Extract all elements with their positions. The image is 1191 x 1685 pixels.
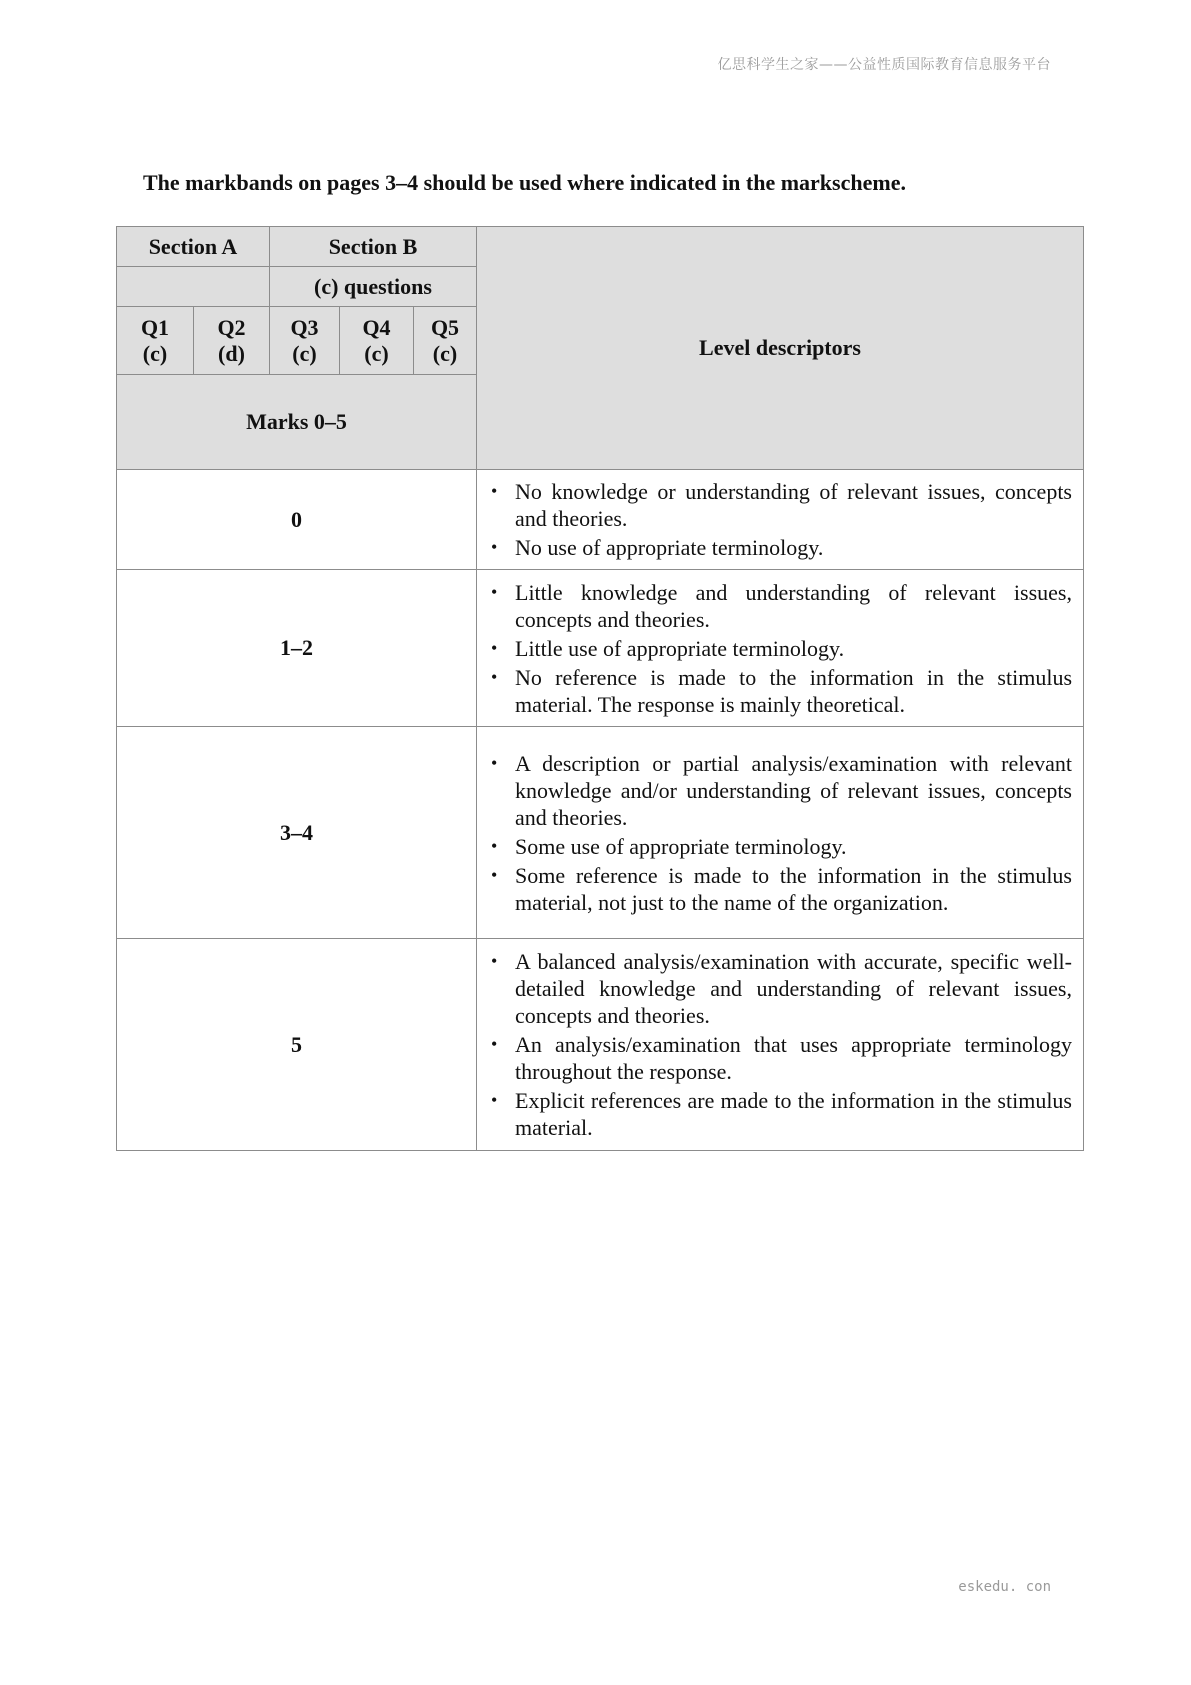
bullet-icon: • bbox=[491, 1090, 498, 1110]
question-q3: Q3 (c) bbox=[270, 307, 340, 375]
list-item: • A description or partial analysis/examination with relevant knowledge and/or understanding of relevant issues, concepts and theories. bbox=[491, 750, 1072, 830]
list-item: • Little knowledge and understanding of relevant issues, concepts and theories. bbox=[491, 579, 1072, 632]
mark-value: 5 bbox=[117, 939, 477, 1151]
section-b-label: Section B bbox=[270, 227, 477, 267]
level-descriptors-header: Level descriptors bbox=[477, 227, 1084, 470]
watermark-top: 亿思科学生之家——公益性质国际教育信息服务平台 bbox=[717, 57, 1051, 73]
bullet-icon: • bbox=[491, 835, 498, 856]
list-item: • An analysis/examination that uses appropriate terminology throughout the response. bbox=[491, 1032, 1072, 1084]
bullet-icon: • bbox=[491, 951, 498, 971]
question-q5: Q5 (c) bbox=[414, 307, 477, 375]
mark-value: 1–2 bbox=[117, 570, 477, 727]
question-q4: Q4 (c) bbox=[340, 307, 414, 375]
list-item: • No use of appropriate terminology. bbox=[491, 535, 824, 560]
intro-text: The markbands on pages 3–4 should be used where indicated in the markscheme. bbox=[143, 170, 906, 195]
bullet-icon: • bbox=[491, 581, 498, 602]
list-item: • A balanced analysis/examination with accurate, specific well-detailed knowledge and understanding of relevant issues, concepts and theories. bbox=[491, 949, 1072, 1028]
c-questions-label: (c) questions bbox=[270, 267, 477, 307]
mark-value: 3–4 bbox=[117, 727, 477, 939]
bullet-icon: • bbox=[491, 637, 498, 658]
descriptor-cell bbox=[477, 727, 1084, 939]
header-row-sections bbox=[117, 227, 1084, 267]
bullet-icon: • bbox=[491, 864, 498, 885]
markband-table bbox=[116, 226, 1084, 1151]
table-row bbox=[117, 727, 1084, 939]
table-row bbox=[117, 470, 1084, 570]
empty-header-cell bbox=[117, 267, 270, 307]
list-item: • Some reference is made to the information in the stimulus material, not just to the name of the organization. bbox=[491, 862, 1072, 915]
bullet-icon: • bbox=[491, 666, 498, 687]
marks-range-label: Marks 0–5 bbox=[117, 375, 477, 470]
question-q1: Q1 (c) bbox=[117, 307, 194, 375]
question-q2: Q2 (d) bbox=[194, 307, 270, 375]
bullet-icon: • bbox=[491, 537, 498, 557]
table-row bbox=[117, 939, 1084, 1151]
list-item: • No reference is made to the information in the stimulus material. The response is mainly theoretical. bbox=[491, 664, 1072, 717]
bullet-icon: • bbox=[491, 1034, 498, 1054]
section-a-label: Section A bbox=[117, 227, 270, 267]
table-row bbox=[117, 570, 1084, 727]
bullet-icon: • bbox=[491, 481, 498, 501]
descriptor-cell bbox=[477, 939, 1084, 1151]
list-item: • Explicit references are made to the information in the stimulus material. bbox=[491, 1088, 1072, 1140]
list-item: • Little use of appropriate terminology. bbox=[491, 635, 845, 661]
bullet-icon: • bbox=[491, 752, 498, 773]
watermark-bottom: eskedu. con bbox=[958, 1579, 1051, 1595]
descriptor-cell bbox=[477, 570, 1084, 727]
descriptor-cell bbox=[477, 470, 1084, 570]
mark-value: 0 bbox=[117, 470, 477, 570]
list-item: • Some use of appropriate terminology. bbox=[491, 833, 847, 859]
list-item: • No knowledge or understanding of relevant issues, concepts and theories. bbox=[491, 479, 1072, 531]
